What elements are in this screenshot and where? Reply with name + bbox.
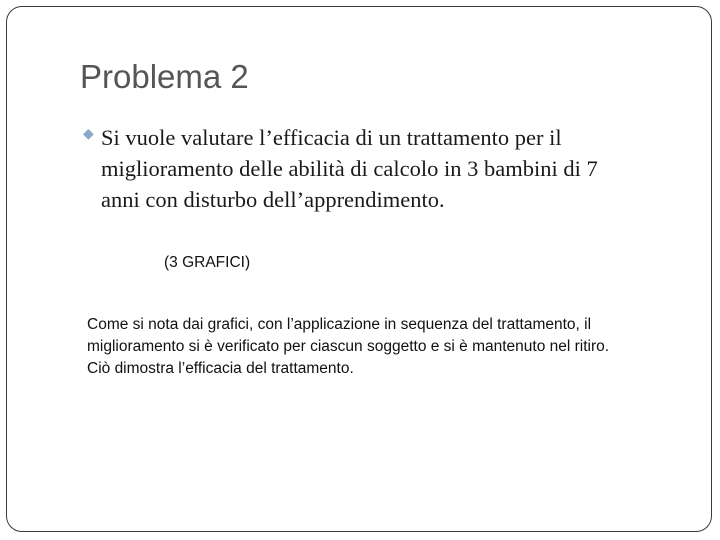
bullet-line: miglioramento delle abilità di calcolo in 3 bambini di 7 [101,156,598,181]
bullet-item [83,122,683,215]
slide-title: Problema 2 [80,58,249,95]
conclusion-line: Ciò dimostra l’efficacia del trattamento. [87,360,354,377]
conclusion-text [87,314,702,380]
bullet-line: anni con disturbo dell’apprendimento. [101,187,445,212]
conclusion-line: miglioramento si è verificato per ciascun soggetto e si è mantenuto nel ritiro. [87,338,610,355]
graphs-note: (3 GRAFICI) [164,254,251,271]
bullet-line: Si vuole valutare l’efficacia di un trattamento per il [101,125,562,150]
diamond-bullet-icon: ◆︎ [83,126,94,142]
conclusion-line: Come si nota dai grafici, con l’applicazione in sequenza del trattamento, il [87,316,592,333]
bullet-text [83,122,683,215]
